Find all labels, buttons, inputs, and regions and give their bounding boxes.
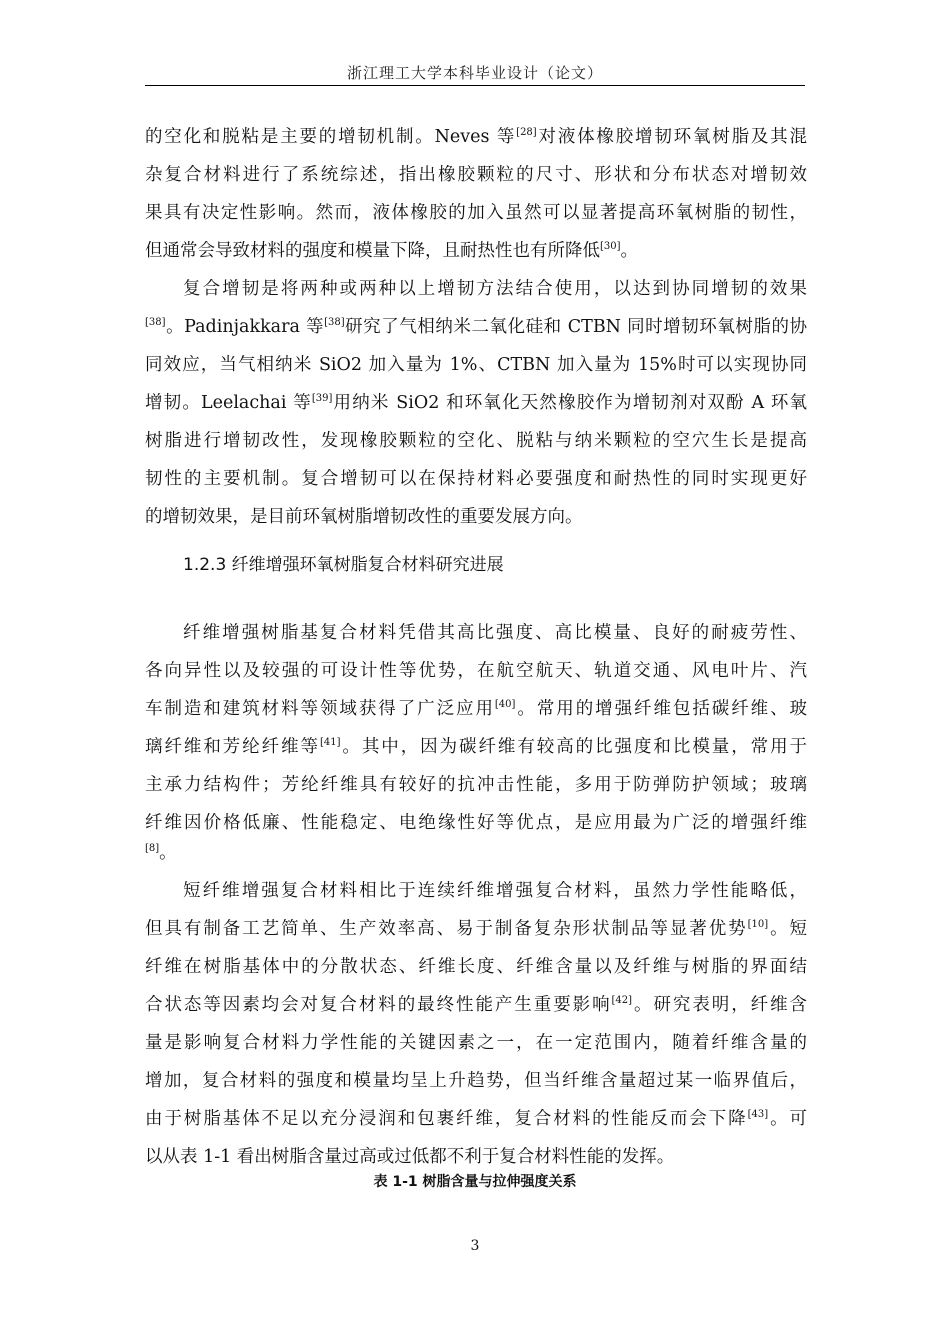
para3-line7: [8]。 xyxy=(145,843,177,863)
para2-line4: 增韧。Leelachai 等[39]用纳米 SiO2 和环氧化天然橡胶作为增韧剂对双酚 A 环氧 xyxy=(145,393,807,413)
para1-line4: 但通常会导致材料的强度和模量下降，且耐热性也有所降低[30]。 xyxy=(145,241,639,261)
citation: [40] xyxy=(494,699,516,710)
para2-line6: 韧性的主要机制。复合增韧可以在保持材料必要强度和耐热性的同时实现更好 xyxy=(145,469,807,489)
para2-line3: 同效应，当气相纳米 SiO2 加入量为 1%、CTBN 加入量为 15%时可以实现协同 xyxy=(145,355,807,375)
para3-line4: 璃纤维和芳纶纤维等[41]。其中，因为碳纤维有较高的比强度和比模量，常用于 xyxy=(145,737,808,757)
para4-line3: 纤维在树脂基体中的分散状态、纤维长度、纤维含量以及纤维与树脂的界面结 xyxy=(145,957,807,977)
citation: [30] xyxy=(600,241,621,252)
running-header: 浙江理工大学本科毕业设计（论文） xyxy=(346,64,603,82)
citation: [43] xyxy=(747,1109,769,1120)
citation: [38] xyxy=(145,317,166,328)
para4-line1: 短纤维增强复合材料相比于连续纤维增强复合材料，虽然力学性能略低， xyxy=(183,881,807,901)
para1-line3: 果具有决定性影响。然而，液体橡胶的加入虽然可以显著提高环氧树脂的韧性， xyxy=(145,203,807,223)
para2-line1: 复合增韧是将两种或两种以上增韧方法结合使用，以达到协同增韧的效果 xyxy=(183,279,807,299)
para2-line7: 的增韧效果，是目前环氧树脂增韧改性的重要发展方向。 xyxy=(145,507,583,527)
para2-line2: [38]。Padinjakkara 等[38]研究了气相纳米二氧化硅和 CTBN 同时增韧环氧树脂的协 xyxy=(145,317,807,337)
para3-line1: 纤维增强树脂基复合材料凭借其高比强度、高比模量、良好的耐疲劳性、 xyxy=(183,623,807,643)
para3-line3: 车制造和建筑材料等领域获得了广泛应用[40]。常用的增强纤维包括碳纤维、玻 xyxy=(145,699,808,719)
para4-line4: 合状态等因素均会对复合材料的最终性能产生重要影响[42]。研究表明，纤维含 xyxy=(145,995,808,1015)
citation: [10] xyxy=(747,919,769,930)
section-heading: 1.2.3 纤维增强环氧树脂复合材料研究进展 xyxy=(183,555,504,575)
header-divider xyxy=(145,85,805,86)
para4-line8: 以从表 1-1 看出树脂含量过高或过低都不利于复合材料性能的发挥。 xyxy=(145,1147,675,1167)
citation: [28] xyxy=(516,127,537,138)
citation: [39] xyxy=(311,393,333,404)
citation: [8] xyxy=(145,843,160,854)
para4-line2: 但具有制备工艺简单、生产效率高、易于制备复杂形状制品等显著优势[10]。短 xyxy=(145,919,808,939)
table-caption: 表 1-1 树脂含量与拉伸强度关系 xyxy=(373,1174,577,1190)
para4-line7: 由于树脂基体不足以充分浸润和包裹纤维，复合材料的性能反而会下降[43]。可 xyxy=(145,1109,808,1129)
citation: [42] xyxy=(611,995,633,1006)
para4-line6: 增加，复合材料的强度和模量均呈上升趋势，但当纤维含量超过某一临界值后， xyxy=(145,1071,807,1091)
para3-line2: 各向异性以及较强的可设计性等优势，在航空航天、轨道交通、风电叶片、汽 xyxy=(145,661,807,681)
citation: [41] xyxy=(319,737,341,748)
para1-line2: 杂复合材料进行了系统综述，指出橡胶颗粒的尺寸、形状和分布状态对增韧效 xyxy=(145,165,807,185)
page-number: 3 xyxy=(470,1238,480,1254)
para3-line5: 主承力结构件；芳纶纤维具有较好的抗冲击性能，多用于防弹防护领域；玻璃 xyxy=(145,775,807,795)
para4-line5: 量是影响复合材料力学性能的关键因素之一，在一定范围内，随着纤维含量的 xyxy=(145,1033,807,1053)
para1-line1: 的空化和脱粘是主要的增韧机制。Neves 等[28]对液体橡胶增韧环氧树脂及其混 xyxy=(145,127,807,147)
para3-line6: 纤维因价格低廉、性能稳定、电绝缘性好等优点，是应用最为广泛的增强纤维 xyxy=(145,813,807,833)
citation: [38] xyxy=(324,317,345,328)
para2-line5: 树脂进行增韧改性，发现橡胶颗粒的空化、脱粘与纳米颗粒的空穴生长是提高 xyxy=(145,431,807,451)
